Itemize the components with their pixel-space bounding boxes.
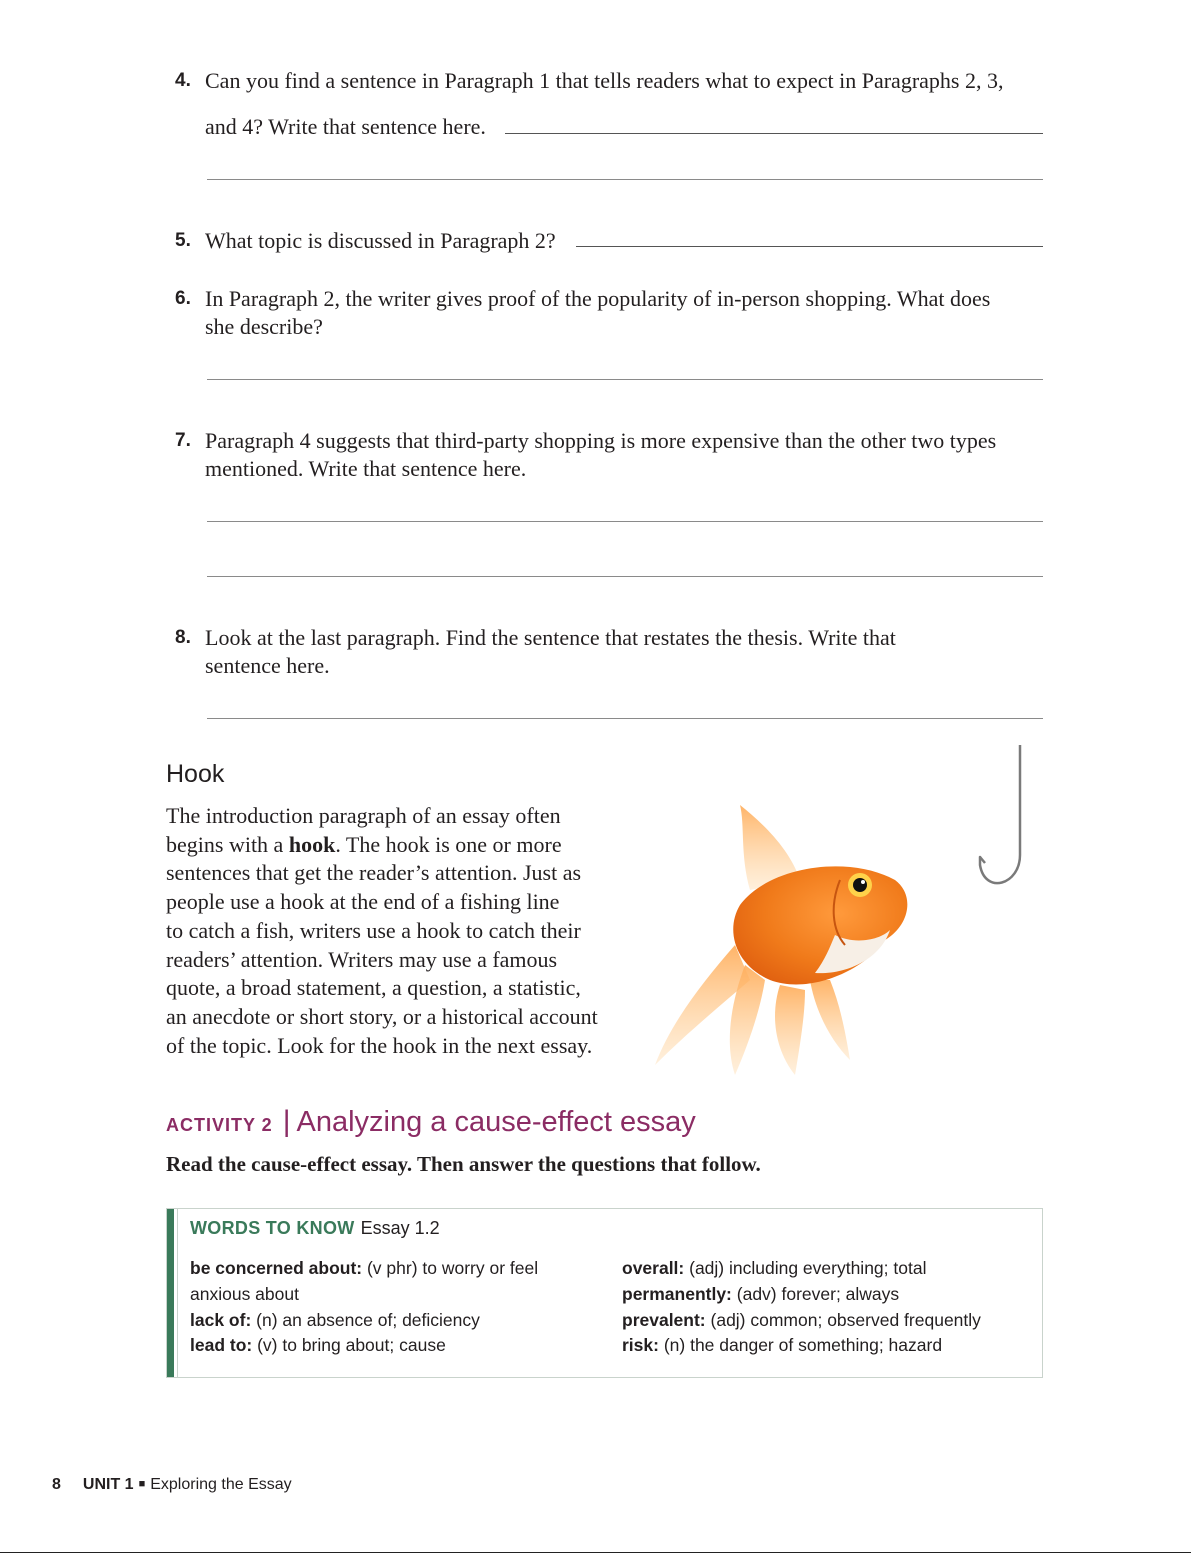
- answer-line[interactable]: [576, 246, 1043, 247]
- accent-bar: [167, 1209, 174, 1377]
- question-text-cont: sentence here.: [205, 653, 330, 678]
- vocab-column-left: [190, 1256, 538, 1359]
- question-number: 8.: [175, 627, 191, 648]
- activity-instruction: Read the cause-effect essay. Then answer the questions that follow.: [166, 1152, 761, 1176]
- section-heading-hook: Hook: [166, 760, 225, 788]
- question-6: [175, 285, 1045, 341]
- question-text: Look at the last paragraph. Find the sentence that restates the thesis. Write that: [205, 625, 896, 650]
- paragraph-line: to catch a fish, writers use a hook to catch their: [166, 917, 581, 943]
- pelvic-fin: [810, 980, 850, 1060]
- paragraph-line: an anecdote or short story, or a historical account: [166, 1003, 598, 1029]
- activity-heading: [166, 1105, 696, 1139]
- paragraph-line: of the topic. Look for the hook in the next essay.: [166, 1032, 593, 1058]
- answer-line[interactable]: [207, 379, 1043, 380]
- paragraph-line: quote, a broad statement, a question, a statistic,: [166, 975, 581, 1001]
- goldfish-image: [640, 795, 930, 1085]
- answer-line[interactable]: [207, 521, 1043, 522]
- keyword-hook: hook: [288, 831, 336, 857]
- vocab-entry: overall: (adj) including everything; total: [622, 1258, 927, 1278]
- question-text: What topic is discussed in Paragraph 2?: [205, 228, 556, 253]
- question-4-line2: [175, 113, 1045, 141]
- words-to-know-title: WORDS TO KNOW Essay 1.2: [190, 1218, 440, 1238]
- question-text: In Paragraph 2, the writer gives proof of the popularity of in-person shopping. What does: [205, 286, 991, 311]
- question-number: 5.: [175, 230, 191, 251]
- paragraph-line: The introduction paragraph of an essay often: [166, 803, 561, 828]
- question-text-cont: and 4? Write that sentence here.: [205, 114, 486, 139]
- fishing-hook-image: [970, 745, 1030, 895]
- unit-label: UNIT 1: [82, 1476, 134, 1493]
- question-7: [175, 427, 1045, 483]
- answer-line[interactable]: [207, 718, 1043, 719]
- fish-pupil: [853, 878, 867, 892]
- hook-shank: [980, 745, 1020, 883]
- hook-paragraph: [166, 802, 616, 1060]
- question-4: [175, 67, 1045, 95]
- bottom-rule: [0, 1552, 1191, 1553]
- question-text-cont: she describe?: [205, 314, 323, 339]
- paragraph-line: people use a hook at the end of a fishing line: [166, 889, 560, 915]
- vocab-entry: permanently: (adv) forever; always: [622, 1283, 900, 1304]
- page-footer: [52, 1476, 292, 1494]
- vocab-entry: lead to: (v) to bring about; cause: [190, 1335, 446, 1356]
- question-number: 6.: [175, 288, 191, 309]
- vocab-entry: be concerned about: (v phr) to worry or feel: [190, 1258, 539, 1278]
- question-text-cont: mentioned. Write that sentence here.: [205, 456, 527, 481]
- question-text: Can you find a sentence in Paragraph 1 that tells readers what to expect in Paragraphs 2, 3,: [205, 68, 1004, 93]
- question-number: 4.: [175, 70, 191, 91]
- page-number: 8: [52, 1476, 61, 1493]
- answer-line[interactable]: [207, 179, 1043, 180]
- vocab-entry: risk: (n) the danger of something; hazard: [622, 1335, 943, 1356]
- activity-separator: |: [282, 1105, 291, 1138]
- answer-line[interactable]: [207, 576, 1043, 577]
- activity-title: Analyzing a cause-effect essay: [296, 1106, 696, 1138]
- vocab-entry: lack of: (n) an absence of; deficiency: [190, 1309, 480, 1330]
- paragraph-line: begins with a hook. The hook is one or more: [166, 831, 562, 857]
- question-text: Paragraph 4 suggests that third-party shopping is more expensive than the other two types: [205, 428, 997, 453]
- pelvic-fin: [775, 985, 805, 1075]
- unit-title: Exploring the Essay: [150, 1476, 292, 1493]
- vocab-column-right: [622, 1256, 981, 1359]
- words-to-know-box: [166, 1208, 1043, 1378]
- vocab-entry-cont: anxious about: [190, 1283, 299, 1304]
- question-5: [175, 227, 1045, 255]
- activity-label: ACTIVITY 2: [166, 1115, 273, 1135]
- paragraph-line: readers’ attention. Writers may use a famous: [166, 946, 558, 972]
- vocab-entry: prevalent: (adj) common; observed frequently: [622, 1309, 981, 1330]
- question-8: [175, 624, 1045, 680]
- footer-bullet: ■: [138, 1478, 146, 1490]
- answer-line[interactable]: [505, 133, 1043, 134]
- question-number: 7.: [175, 430, 191, 451]
- paragraph-line: sentences that get the reader’s attention. Just as: [166, 860, 582, 886]
